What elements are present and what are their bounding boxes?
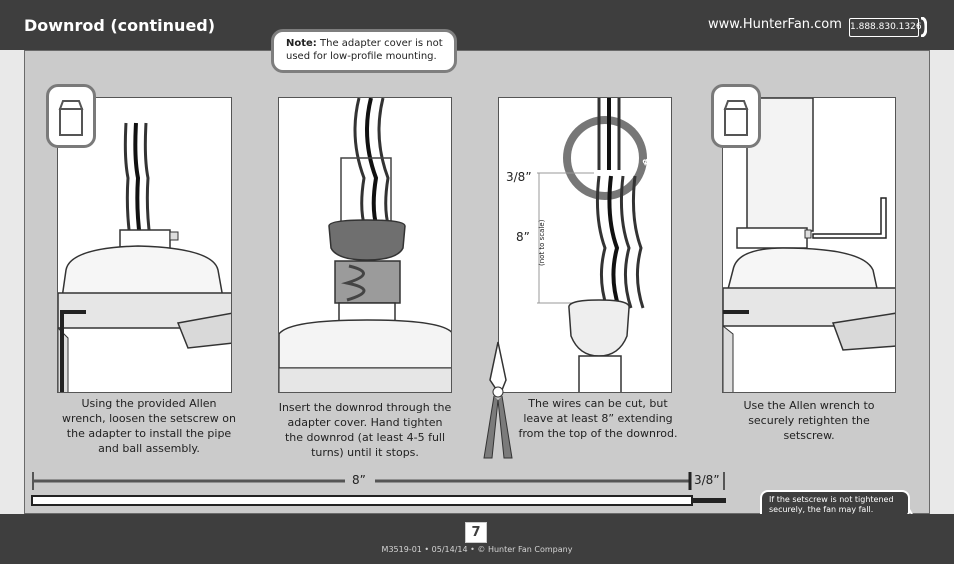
- illustration-insert-downrod: [278, 97, 452, 393]
- measurement-ruler: [30, 470, 730, 512]
- extend-length-label: 8”: [516, 230, 530, 244]
- website-link[interactable]: www.HunterFan.com: [708, 17, 842, 32]
- adapter-icon: [49, 87, 93, 145]
- document-info: M3519-01 • 05/14/14 • © Hunter Fan Company: [381, 545, 573, 554]
- warning-text: If the setscrew is not tightened securely, the fan may fall.: [769, 495, 894, 514]
- ruler-strip-label: 3/8”: [694, 473, 720, 487]
- scale-note: (not to scale): [538, 219, 546, 266]
- step-2-caption: Insert the downrod through the adapter cover. Hand tighten the downrod (at least 4-5 full turns) until it stops.: [278, 401, 452, 459]
- allen-wrench-badge-2: [711, 84, 761, 148]
- step-1-caption: Using the provided Allen wrench, loosen the setscrew on the adapter to install the pipe and ball assembly.: [62, 397, 236, 455]
- note-callout: [271, 29, 457, 73]
- strip-length-label: 3/8”: [506, 170, 532, 184]
- ruler-length-label: 8”: [352, 473, 366, 487]
- step-3-caption: The wires can be cut, but leave at least 8” extending from the top of the downrod.: [518, 397, 678, 440]
- phone-number: 1.888.830.1326: [849, 18, 919, 37]
- adapter-icon: [714, 87, 758, 145]
- cut-label: CUT: [575, 134, 593, 155]
- wire-stripper-icon: [478, 340, 518, 460]
- phone-icon: [919, 17, 927, 37]
- strip-label: & STRIP: [640, 156, 666, 193]
- step-4-caption: Use the Allen wrench to securely retighten the setscrew.: [743, 399, 875, 442]
- page-title: Downrod (continued): [24, 16, 216, 35]
- note-label: Note:: [286, 38, 317, 49]
- page-number: 7: [465, 522, 487, 543]
- allen-wrench-badge-1: [46, 84, 96, 148]
- note-text: The adapter cover is not used for low-profile mounting.: [286, 38, 443, 62]
